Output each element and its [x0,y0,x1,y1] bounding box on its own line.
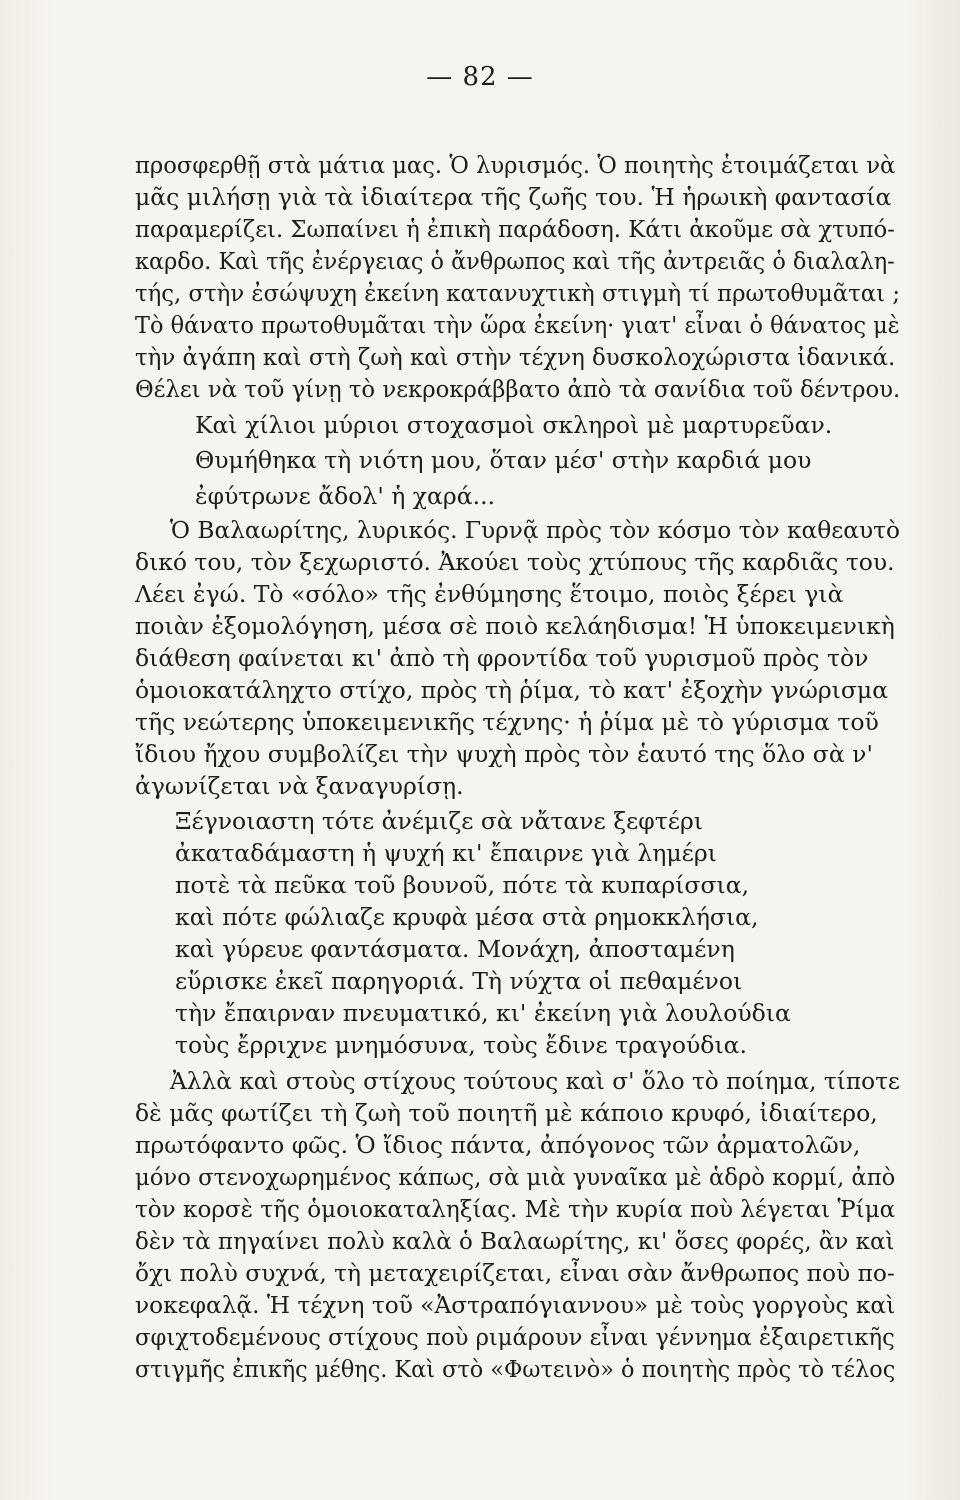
page-number: — 82 — [426,62,534,92]
text-line: ὁμοιοκατάληχτο στίχο, πρὸς τὴ ῥίμα, τὸ κατ' ἐξοχὴν γνώρισμα [135,676,889,704]
text-line: ὄχι πολὺ συχνά, τὴ μεταχειρίζεται, εἶναι σὰν ἄνθρωπος ποὺ πο- [135,1259,895,1287]
text-line: Τὸ θάνατο πρωτοθυμᾶται τὴν ὥρα ἐκείνη· γιατ' εἶναι ὁ θάνατος μὲ [135,311,900,339]
text-line: μᾶς μιλήσῃ γιὰ τὰ ἰδιαίτερα τῆς ζωῆς του. Ἡ ἡρωικὴ φαντασία [135,183,892,211]
text-line: εὕρισκε ἐκεῖ παρηγοριά. Τὴ νύχτα οἱ πεθαμένοι [175,967,743,995]
text-line: τῆς νεώτερης ὑποκειμενικῆς τέχνης· ἡ ῥίμα μὲ τὸ γύρισμα τοῦ [135,708,879,736]
text-line: Θυμήθηκα τὴ νιότη μου, ὅταν μέσ' στὴν καρδιά μου [195,446,812,474]
text-line: σφιχτοδεμένους στίχους ποὺ ριμάρουν εἶναι γέννημα ἐξαιρετικῆς [135,1323,895,1351]
text-line: ποτὲ τὰ πεῦκα τοῦ βουνοῦ, πότε τὰ κυπαρίσσια, [175,871,750,899]
text-line: πρωτόφαντο φῶς. Ὁ ἴδιος πάντα, ἀπόγονος τῶν ἀρματολῶν, [135,1131,861,1159]
text-line: δὲ μᾶς φωτίζει τὴ ζωὴ τοῦ ποιητῆ μὲ κάποιο κρυφό, ἰδιαίτερο, [135,1099,878,1127]
text-line: ἀκαταδάμαστη ἡ ψυχή κι' ἔπαιρνε γιὰ λημέρι [175,839,717,867]
text-line: μόνο στενοχωρημένος κάπως, σὰ μιὰ γυναῖκα μὲ ἁδρὸ κορμί, ἀπὸ [135,1163,896,1191]
text-line: παραμερίζει. Σωπαίνει ἡ ἐπικὴ παράδοση. Κάτι ἀκοῦμε σὰ χτυπό- [135,215,895,243]
text-line: νοκεφαλᾷ. Ἡ τέχνη τοῦ «Ἀστραπόγιαννου» μὲ τοὺς γοργοὺς καὶ [135,1291,896,1319]
text-line: καὶ πότε φώλιαζε κρυφὰ μέσα στὰ ρημοκκλήσια, [175,903,759,931]
text-line: Καὶ χίλιοι μύριοι στοχασμοὶ σκληροὶ μὲ μαρτυρεῦαν. [195,411,833,439]
text-line: προσφερθῇ στὰ μάτια μας. Ὁ λυρισμός. Ὁ ποιητὴς ἑτοιμάζεται νὰ [135,151,896,179]
text-line: Ἀλλὰ καὶ στοὺς στίχους τούτους καὶ σ' ὅλο τὸ ποίημα, τίποτε [170,1067,900,1095]
text-line: διάθεση φαίνεται κι' ἀπὸ τὴ φροντίδα τοῦ γυρισμοῦ πρὸς τὸν [135,644,869,672]
text-line: τής, στὴν ἐσώψυχη ἐκείνη κατανυχτικὴ στιγμὴ τί πρωτοθυμᾶται ; [135,279,901,307]
text-line: ἀγωνίζεται νὰ ξαναγυρίσῃ. [135,772,464,800]
text-line: δικό του, τὸν ξεχωριστό. Ἀκούει τοὺς χτύπους τῆς καρδιᾶς του. [135,548,895,576]
text-line: ἐφύτρωνε ἄδολ' ἡ χαρά... [195,482,496,510]
text-line: ἴδιου ἤχου συμβολίζει τὴν ψυχὴ πρὸς τὸν ἑαυτό της ὅλο σὰ ν' [135,740,873,768]
text-line: καὶ γύρευε φαντάσματα. Μονάχη, ἀποσταμένη [175,935,735,963]
text-line: τὴν ἀγάπη καὶ στὴ ζωὴ καὶ στὴν τέχνη δυσκολοχώριστα ἰδανικά. [135,343,896,371]
text-line: Λέει ἐγώ. Τὸ «σόλο» τῆς ἐνθύμησης ἕτοιμο, ποιὸς ξέρει γιὰ [135,580,844,608]
text-line: Θέλει νὰ τοῦ γίνῃ τὸ νεκροκράββατο ἀπὸ τὰ σανίδια τοῦ δέντρου. [135,375,901,403]
text-line: καρδο. Καὶ τῆς ἐνέργειας ὁ ἄνθρωπος καὶ τῆς ἀντρειᾶς ὁ διαλαλη- [135,247,895,275]
text-line: Ὁ Βαλαωρίτης, λυρικός. Γυρνᾷ πρὸς τὸν κόσμο τὸν καθεαυτὸ [170,516,900,544]
text-line: ποιὰν ἐξομολόγηση, μέσα σὲ ποιὸ κελάηδισμα! Ἡ ὑποκειμενικὴ [135,612,895,640]
text-line: στιγμῆς ἐπικῆς μέθης. Καὶ στὸ «Φωτεινὸ» ὁ ποιητὴς πρὸς τὸ τέλος [135,1355,896,1383]
text-line: τοὺς ἔρριχνε μνημόσυνα, τοὺς ἔδινε τραγούδια. [175,1031,748,1059]
text-line: Ξέγνοιαστη τότε ἀνέμιζε σὰ νἄτανε ξεφτέρι [175,807,703,835]
text-line: τὴν ἔπαιρναν πνευματικό, κι' ἐκείνη γιὰ λουλούδια [175,999,791,1027]
text-line: τὸν κορσὲ τῆς ὁμοιοκαταληξίας. Μὲ τὴν κυρία ποὺ λέγεται Ῥίμα [135,1195,896,1223]
text-line: δὲν τὰ πηγαίνει πολὺ καλὰ ὁ Βαλαωρίτης, κι' ὅσες φορές, ἂν καὶ [135,1227,895,1255]
